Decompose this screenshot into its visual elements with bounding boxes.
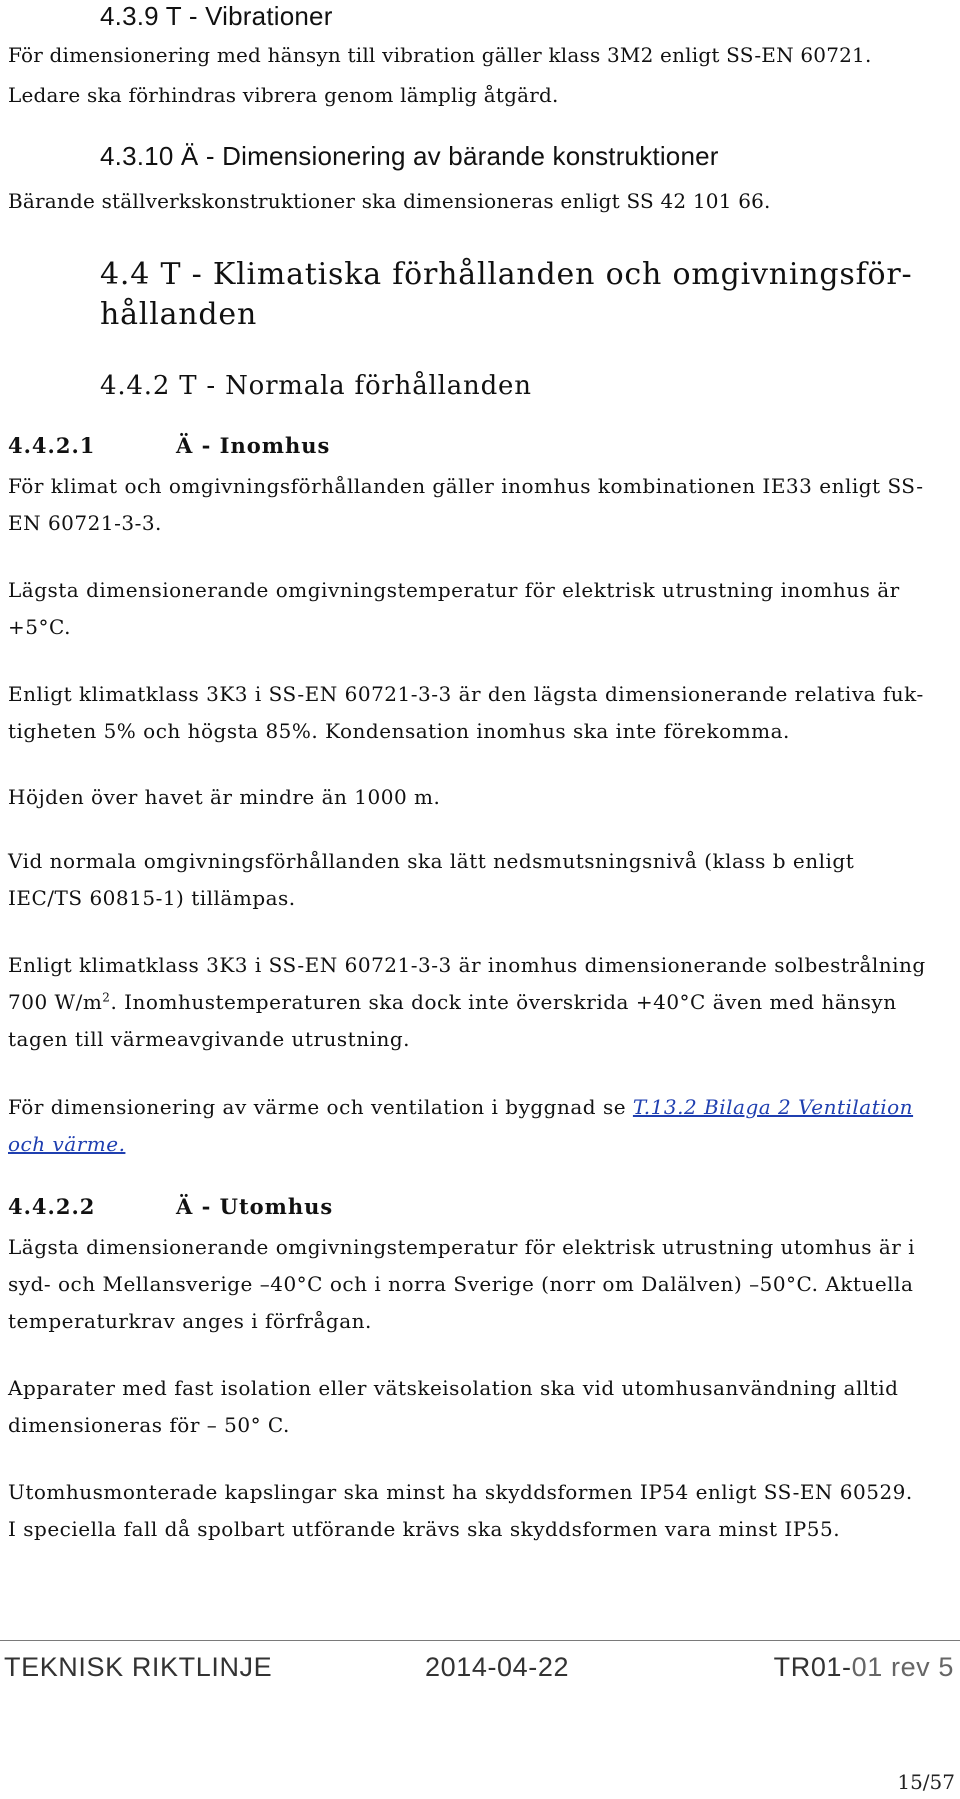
paragraph-inomhus-5 — [8, 843, 952, 917]
heading-title: Ä - Inomhus — [176, 433, 331, 458]
footer-title: TEKNISK RIKTLINJE — [4, 1652, 273, 1682]
heading-4-4-2: 4.4.2 T - Normala förhållanden — [100, 371, 532, 401]
line: . Inomhustemperaturen ska dock inte överskrida +40°C även med hänsyn — [110, 990, 897, 1014]
line: 700 W/m — [8, 990, 103, 1014]
page-number: 15/57 — [897, 1770, 955, 1794]
paragraph-inomhus-1 — [8, 468, 952, 542]
footer-divider — [0, 1640, 960, 1641]
line: tigheten 5% och högsta 85%. Kondensation inomhus ska inte förekomma. — [8, 719, 790, 743]
line: För dimensionering av värme och ventilation i byggnad se — [8, 1095, 633, 1119]
line: Utomhusmonterade kapslingar ska minst ha skyddsformen IP54 enligt SS-EN 60529. — [8, 1480, 913, 1504]
line: Vid normala omgivningsförhållanden ska lätt nedsmutsningsnivå (klass b enligt — [8, 849, 855, 873]
heading-number: 4.4.2.2 — [8, 1194, 96, 1219]
paragraph-utomhus-1 — [8, 1229, 952, 1340]
paragraph-inomhus-3 — [8, 676, 952, 750]
heading-4-4-2-1 — [8, 432, 952, 460]
heading-4-3-10: 4.3.10 Ä - Dimensionering av bärande konstruktioner — [100, 141, 719, 171]
paragraph-vibration-line-2: Ledare ska förhindras vibrera genom lämplig åtgärd. — [8, 83, 559, 107]
paragraph-inomhus-7 — [8, 1089, 952, 1163]
heading-4-3-9: 4.3.9 T - Vibrationer — [100, 1, 333, 31]
link-bilaga-2-ventilation[interactable]: T.13.2 Bilaga 2 Ventilation — [632, 1095, 914, 1119]
paragraph-utomhus-3 — [8, 1474, 952, 1548]
paragraph-inomhus-6 — [8, 947, 952, 1058]
paragraph-barande: Bärande ställverkskonstruktioner ska dimensioneras enligt SS 42 101 66. — [8, 189, 771, 213]
line: syd- och Mellansverige –40°C och i norra Sverige (norr om Dalälven) –50°C. Aktuella — [8, 1272, 914, 1296]
line: Lägsta dimensionerande omgivningstemperatur för elektrisk utrustning inomhus är — [8, 578, 900, 602]
line: Enligt klimatklass 3K3 i SS-EN 60721-3-3 är den lägsta dimensionerande relativa fuk- — [8, 682, 924, 706]
line: Enligt klimatklass 3K3 i SS-EN 60721-3-3 är inomhus dimensionerande solbestrålning — [8, 953, 926, 977]
line: I speciella fall då spolbart utförande krävs ska skyddsformen vara minst IP55. — [8, 1517, 841, 1541]
paragraph-utomhus-2 — [8, 1370, 952, 1444]
footer-doc-id — [774, 1652, 954, 1686]
line: temperaturkrav anges i förfrågan. — [8, 1309, 372, 1333]
heading-title: Ä - Utomhus — [176, 1194, 334, 1219]
line: IEC/TS 60815-1) tillämpas. — [8, 886, 296, 910]
footer-doc-code: TR01- — [773, 1652, 852, 1682]
paragraph-vibration-line-1: För dimensionering med hänsyn till vibration gäller klass 3M2 enligt SS-EN 60721. — [8, 43, 872, 67]
superscript: 2 — [102, 990, 111, 1005]
line: Apparater med fast isolation eller vätskeisolation ska vid utomhusanvändning alltid — [8, 1376, 899, 1400]
heading-4-4-line-1: 4.4 T - Klimatiska förhållanden och omgivningsför- — [100, 257, 913, 292]
line: För klimat och omgivningsförhållanden gäller inomhus kombinationen IE33 enligt SS- — [8, 474, 924, 498]
line: Lägsta dimensionerande omgivningstemperatur för elektrisk utrustning utomhus är i — [8, 1235, 916, 1259]
line: EN 60721-3-3. — [8, 511, 162, 535]
footer-date: 2014-04-22 — [425, 1652, 570, 1682]
paragraph-inomhus-2 — [8, 572, 952, 646]
heading-4-4-2-2 — [8, 1193, 952, 1221]
line: dimensioneras för – 50° C. — [8, 1413, 290, 1437]
heading-4-4-line-2: hållanden — [100, 297, 258, 332]
link-och-varme[interactable]: och värme. — [8, 1132, 126, 1156]
paragraph-inomhus-4: Höjden över havet är mindre än 1000 m. — [8, 785, 441, 809]
line: tagen till värmeavgivande utrustning. — [8, 1027, 411, 1051]
footer-revision: 01 rev 5 — [851, 1652, 954, 1682]
line: +5°C. — [8, 615, 71, 639]
heading-number: 4.4.2.1 — [8, 433, 96, 458]
